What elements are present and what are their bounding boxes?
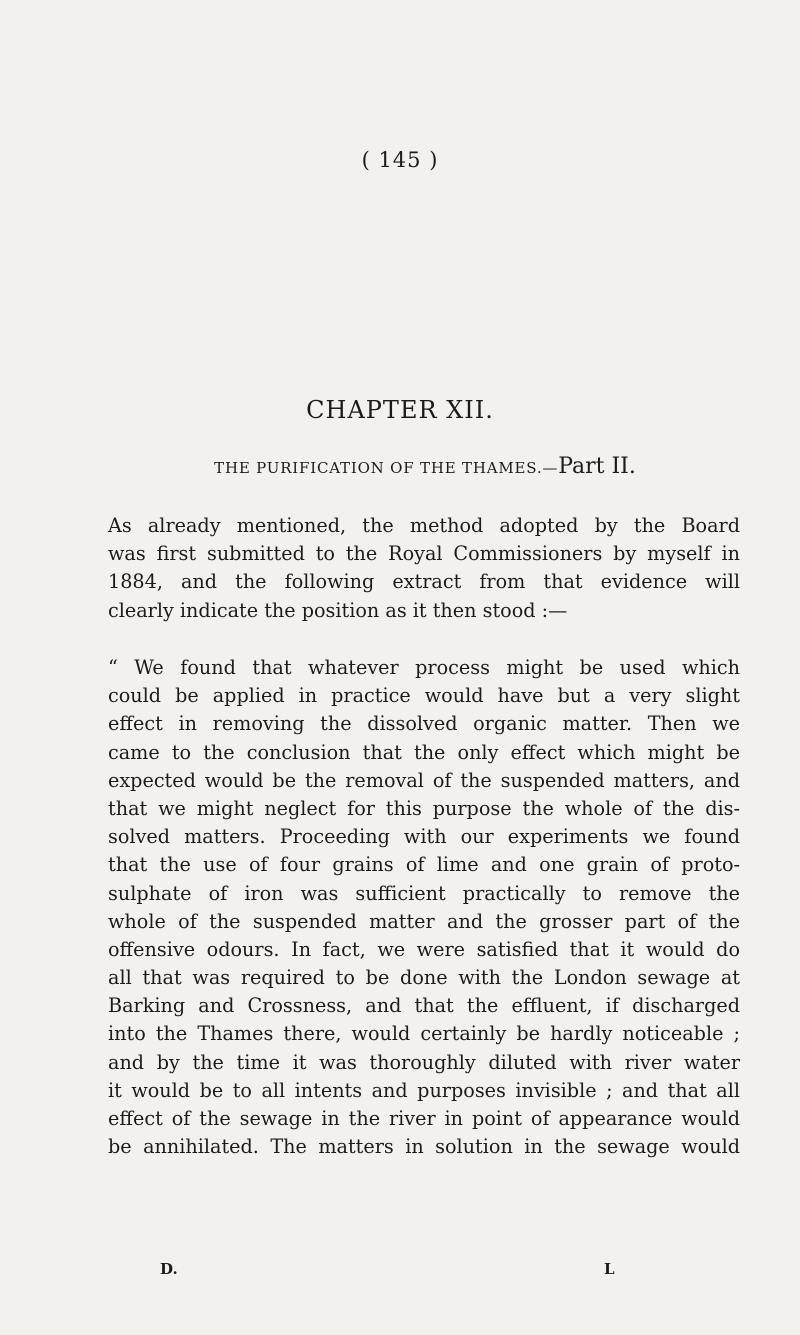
text-line: expected would be the removal of the suspended matters, and [108, 768, 740, 792]
text-line: effect in removing the dissolved organic matter. Then we [108, 712, 740, 736]
text-line: solved matters. Proceeding with our experiments we found [108, 825, 740, 849]
section-title-part: Part II. [558, 454, 636, 479]
text-line: was first submitted to the Royal Commissioners by myself in [108, 542, 740, 566]
text-line: that the use of four grains of lime and one grain of proto- [108, 853, 740, 877]
page-number: ( 145 ) [361, 148, 439, 172]
section-title [110, 454, 740, 479]
text-line: sulphate of iron was sufficient practically to remove the [108, 881, 740, 905]
signature-mark-left: D. [160, 1260, 178, 1278]
paragraph-quotation [108, 654, 740, 1161]
text-line: 1884, and the following extract from that evidence will [108, 570, 740, 594]
text-line: that we might neglect for this purpose the whole of the dis- [108, 796, 740, 820]
text-line: “ We found that whatever process might be used which [108, 656, 740, 679]
text-line: clearly indicate the position as it then stood :— [108, 598, 568, 622]
text-line: effect of the sewage in the river in point of appearance would [108, 1107, 740, 1130]
text-line: all that was required to be done with the London sewage at [108, 966, 740, 990]
text-line: Barking and Crossness, and that the effluent, if discharged [108, 994, 740, 1018]
text-line: it would be to all intents and purposes invisible ; and that all [108, 1078, 740, 1102]
paragraph-intro [108, 512, 740, 625]
signature-mark-right: L [604, 1260, 615, 1278]
chapter-title: CHAPTER XII. [306, 396, 494, 424]
text-line: came to the conclusion that the only effect which might be [108, 740, 740, 764]
text-line: could be applied in practice would have but a very slight [108, 684, 740, 708]
text-line: into the Thames there, would certainly be hardly noticeable ; [108, 1022, 740, 1046]
text-line: whole of the suspended matter and the grosser part of the [108, 909, 740, 933]
text-line: and by the time it was thoroughly diluted with river water [108, 1050, 740, 1074]
text-line: As already mentioned, the method adopted by the Board [108, 514, 740, 537]
text-line: be annihilated. The matters in solution in the sewage would [108, 1135, 740, 1159]
section-title-main: THE PURIFICATION OF THE THAMES.— [214, 459, 559, 477]
text-line: offensive odours. In fact, we were satisfied that it would do [108, 937, 740, 961]
